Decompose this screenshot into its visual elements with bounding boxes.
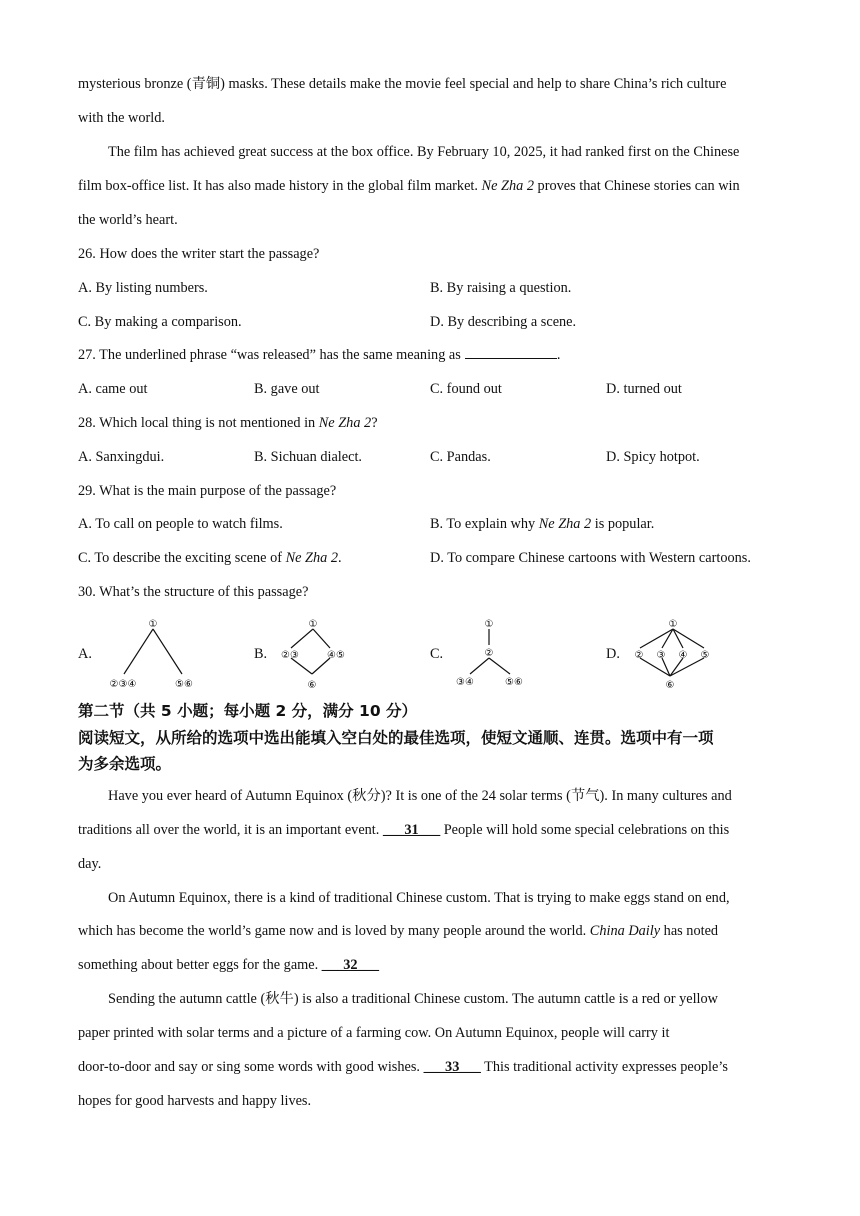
- node-1: ①: [484, 619, 494, 630]
- passage-line: paper printed with solar terms and a picture of a farming cow. On Autumn Equinox, people will carry it: [78, 1025, 670, 1041]
- node-1: ①: [668, 619, 678, 630]
- structure-diagram-b: [274, 612, 354, 692]
- node-2: ②: [484, 648, 494, 659]
- node-3: ③: [656, 650, 666, 661]
- q30-option-a[interactable]: A.: [78, 646, 92, 662]
- question-30-stem: 30. What’s the structure of this passage?: [78, 584, 309, 600]
- answer-blank: [465, 346, 557, 359]
- node-6: ⑥: [307, 680, 317, 691]
- section-instructions: 为多余选项。: [78, 755, 172, 773]
- passage-line: traditions all over the world, it is an important event. ___31___ People will hold some special celebrations on this: [78, 822, 730, 838]
- q28-option-a[interactable]: A. Sanxingdui.: [78, 449, 165, 465]
- q30-option-d[interactable]: D.: [606, 646, 620, 662]
- q28-option-d[interactable]: D. Spicy hotpot.: [606, 449, 700, 465]
- node-5: ⑤: [700, 650, 710, 661]
- q27-option-a[interactable]: A. came out: [78, 381, 148, 397]
- question-26-stem: 26. How does the writer start the passage?: [78, 246, 320, 262]
- passage-line: Have you ever heard of Autumn Equinox (秋分)? It is one of the 24 solar terms (节气). In many cultures and: [108, 788, 732, 804]
- passage-line: film box-office list. It has also made history in the global film market. Ne Zha 2 proves that Chinese stories can win: [78, 178, 740, 194]
- passage-line: the world’s heart.: [78, 212, 178, 228]
- node-2: ②: [634, 650, 644, 661]
- structure-diagram-a: [100, 612, 210, 692]
- q29-option-d[interactable]: D. To compare Chinese cartoons with Western cartoons.: [430, 550, 751, 566]
- passage-line: with the world.: [78, 110, 165, 126]
- passage-line: door-to-door and say or sing some words with good wishes. ___33___ This traditional activity expresses people’s: [78, 1059, 728, 1075]
- node-56: ⑤⑥: [505, 677, 523, 688]
- node-23: ②③: [281, 650, 299, 661]
- question-29-stem: 29. What is the main purpose of the passage?: [78, 483, 337, 499]
- node-234: ②③④: [109, 679, 137, 690]
- section-instructions: 阅读短文，从所给的选项中选出能填入空白处的最佳选项，使短文通顺、连贯。选项中有一项: [78, 729, 714, 747]
- q28-option-c[interactable]: C. Pandas.: [430, 449, 491, 465]
- q26-option-d[interactable]: D. By describing a scene.: [430, 314, 577, 330]
- passage-line: On Autumn Equinox, there is a kind of traditional Chinese custom. That is trying to make eggs stand on end,: [108, 890, 730, 906]
- structure-diagram-d: [626, 612, 726, 692]
- passage-line: Sending the autumn cattle (秋牛) is also a traditional Chinese custom. The autumn cattle is a red or yellow: [108, 991, 718, 1007]
- node-1: ①: [148, 619, 158, 630]
- blank-32[interactable]: ___32___: [321, 957, 379, 973]
- question-27-stem: 27. The underlined phrase “was released” has the same meaning as .: [78, 347, 561, 363]
- passage-line: which has become the world’s game now and is loved by many people around the world. China Daily has noted: [78, 923, 719, 939]
- passage-line: The film has achieved great success at the box office. By February 10, 2025, it had ranked first on the Chinese: [108, 144, 740, 160]
- structure-diagram-c: [450, 612, 530, 692]
- blank-33[interactable]: ___33___: [423, 1059, 481, 1075]
- q29-option-c[interactable]: C. To describe the exciting scene of Ne Zha 2.: [78, 550, 342, 566]
- passage-line: day.: [78, 856, 102, 872]
- q27-option-b[interactable]: B. gave out: [254, 381, 320, 397]
- section-heading: 第二节（共 5 小题；每小题 2 分，满分 10 分）: [78, 702, 418, 720]
- passage-line: something about better eggs for the game. ___32___: [78, 957, 379, 973]
- q26-option-a[interactable]: A. By listing numbers.: [78, 280, 208, 296]
- node-1: ①: [308, 619, 318, 630]
- q29-option-a[interactable]: A. To call on people to watch films.: [78, 516, 283, 532]
- passage-line: hopes for good harvests and happy lives.: [78, 1093, 312, 1109]
- q26-option-c[interactable]: C. By making a comparison.: [78, 314, 242, 330]
- q27-option-d[interactable]: D. turned out: [606, 381, 682, 397]
- q29-option-b[interactable]: B. To explain why Ne Zha 2 is popular.: [430, 516, 655, 532]
- node-6: ⑥: [665, 680, 675, 691]
- q26-option-b[interactable]: B. By raising a question.: [430, 280, 572, 296]
- passage-line: mysterious bronze (青铜) masks. These details make the movie feel special and help to share China’s rich culture: [78, 76, 727, 92]
- q30-option-b[interactable]: B.: [254, 646, 268, 662]
- node-45: ④⑤: [327, 650, 345, 661]
- q27-option-c[interactable]: C. found out: [430, 381, 502, 397]
- node-56: ⑤⑥: [175, 679, 193, 690]
- question-28-stem: 28. Which local thing is not mentioned in Ne Zha 2?: [78, 415, 378, 431]
- q30-option-c[interactable]: C.: [430, 646, 444, 662]
- node-4: ④: [678, 650, 688, 661]
- q28-option-b[interactable]: B. Sichuan dialect.: [254, 449, 362, 465]
- blank-31[interactable]: ___31___: [382, 822, 441, 838]
- node-34: ③④: [456, 677, 474, 688]
